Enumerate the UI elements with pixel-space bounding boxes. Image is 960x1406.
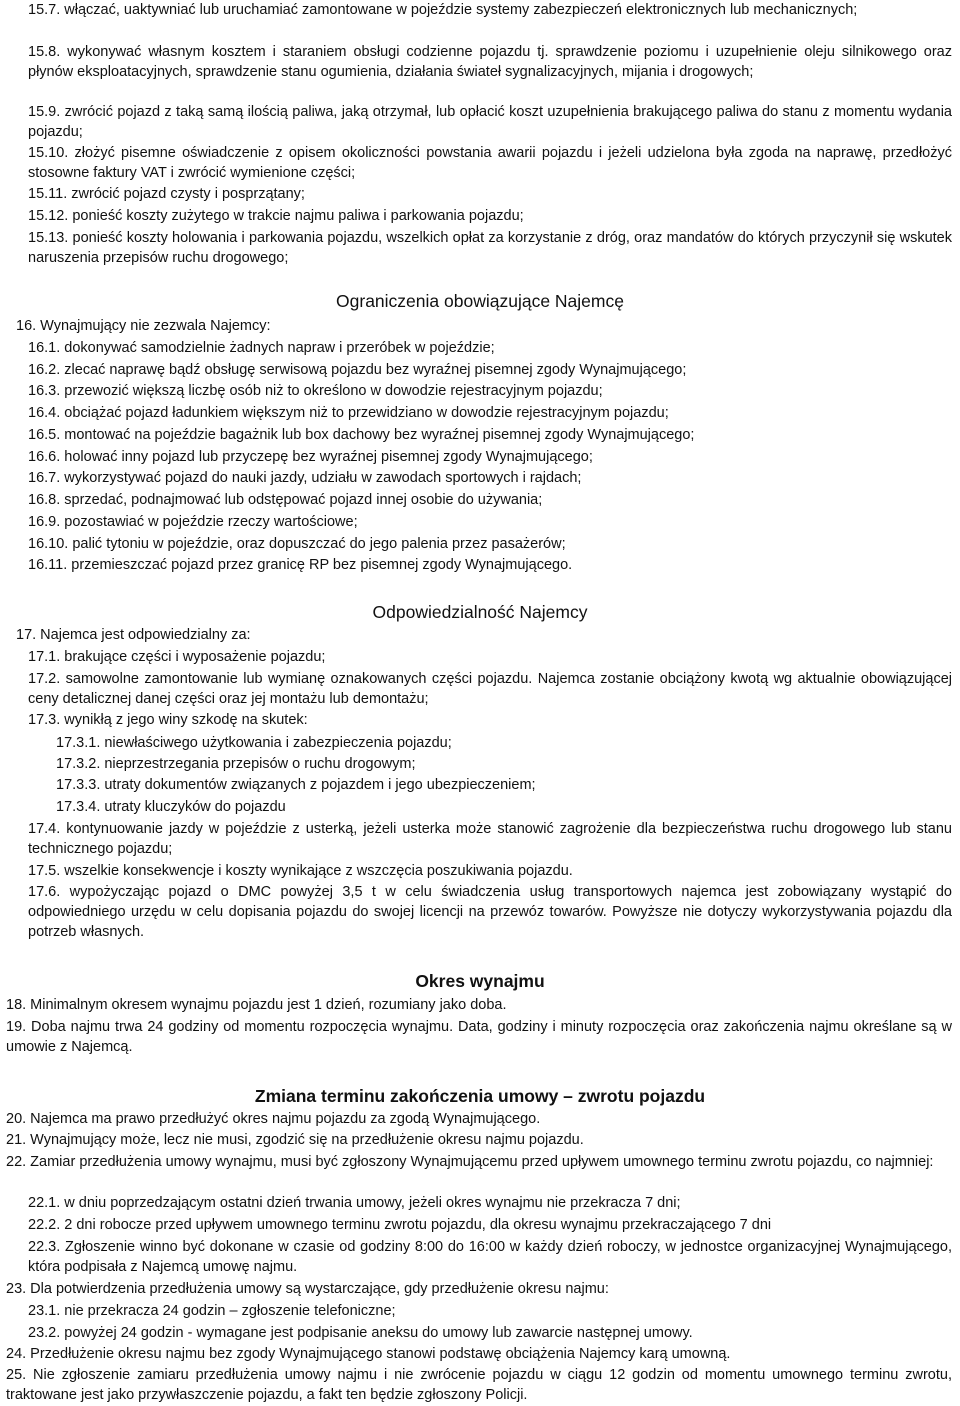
clause-20: 20. Najemca ma prawo przedłużyć okres najmu pojazdu za zgodą Wynajmującego.	[6, 1111, 541, 1127]
clause-16-1: 16.1. dokonywać samodzielnie żadnych napraw i przeróbek w pojeździe;	[28, 340, 495, 356]
clause-22-3: 22.3. Zgłoszenie winno być dokonane w czasie od godziny 8:00 do 16:00 w każdy dzień roboczy, w jednostce organizacyjnej Wynajmującego, która podpisała z Najemcą umowę najmu.	[28, 1239, 952, 1275]
clause-16-2: 16.2. zlecać naprawę bądź obsługę serwisową pojazdu bez wyraźnej pisemnej zgody Wynajmującego;	[28, 362, 687, 378]
section-heading-term-change: Zmiana terminu zakończenia umowy – zwrotu pojazdu	[254, 1086, 706, 1106]
clause-22-1: 22.1. w dniu poprzedzającym ostatni dzień trwania umowy, jeżeli okres wynajmu nie przekracza 7 dni;	[28, 1195, 681, 1211]
clause-16-7: 16.7. wykorzystywać pojazd do nauki jazdy, udziału w zawodach sportowych i rajdach;	[28, 470, 582, 486]
clause-15-11: 15.11. zwrócić pojazd czysty i posprzątany;	[28, 186, 305, 202]
clause-15-9: 15.9. zwrócić pojazd z taką samą ilością paliwa, jaką otrzymał, lub opłacić koszt uzupełnienia brakującego paliwa do stanu z momentu wydania pojazdu;	[28, 104, 952, 140]
clause-17-3-3: 17.3.3. utraty dokumentów związanych z pojazdem i jego ubezpieczeniem;	[56, 777, 536, 793]
clause-17-lead: 17. Najemca jest odpowiedzialny za:	[16, 627, 251, 643]
section-heading-rental-period: Okres wynajmu	[415, 971, 545, 991]
clause-16-lead: 16. Wynajmujący nie zezwala Najemcy:	[16, 318, 271, 334]
clause-21: 21. Wynajmujący może, lecz nie musi, zgodzić się na przedłużenie okresu najmu pojazdu.	[6, 1132, 584, 1148]
clause-22-2: 22.2. 2 dni robocze przed upływem umownego terminu zwrotu pojazdu, dla okresu wynajmu przekraczającego 7 dni	[28, 1217, 772, 1233]
clause-15-12: 15.12. ponieść koszty zużytego w trakcie najmu paliwa i parkowania pojazdu;	[28, 208, 524, 224]
clause-24: 24. Przedłużenie okresu najmu bez zgody Wynajmującego stanowi podstawę obciążenia Najemcy karą umowną.	[6, 1346, 731, 1362]
clause-17-3-4: 17.3.4. utraty kluczyków do pojazdu	[56, 799, 286, 815]
clause-25: 25. Nie zgłoszenie zamiaru przedłużenia umowy najmu i nie zwrócenie pojazdu w ciągu 12 godzin od momentu umownego terminu zwrotu, traktowane jest jako przywłaszczenie pojazdu, a fakt ten będzie zgłoszony Policji.	[6, 1367, 952, 1403]
clause-16-9: 16.9. pozostawiać w pojeździe rzeczy wartościowe;	[28, 514, 358, 530]
clause-16-5: 16.5. montować na pojeździe bagażnik lub box dachowy bez wyraźnej pisemnej zgody Wynajmującego;	[28, 427, 695, 443]
clause-17-3-2: 17.3.2. nieprzestrzegania przepisów o ruchu drogowym;	[56, 756, 416, 772]
clause-23-2: 23.2. powyżej 24 godzin - wymagane jest podpisanie aneksu do umowy lub zawarcie następnej umowy.	[28, 1325, 693, 1341]
clause-17-2: 17.2. samowolne zamontowanie lub wymianę oznakowanych części pojazdu. Najemca zostanie obciążony kwotą wg aktualnie obowiązującej ceny detalicznej danej części oraz jej montażu lub demontażu;	[28, 671, 952, 707]
clause-19: 19. Doba najmu trwa 24 godziny od momentu rozpoczęcia wynajmu. Data, godziny i minuty rozpoczęcia oraz zakończenia najmu określane są w umowie z Najemcą.	[6, 1019, 952, 1055]
section-heading-liability: Odpowiedzialność Najemcy	[372, 602, 588, 622]
clause-23-1: 23.1. nie przekracza 24 godzin – zgłoszenie telefoniczne;	[28, 1303, 396, 1319]
clause-16-3: 16.3. przewozić większą liczbę osób niż to określono w dowodzie rejestracyjnym pojazdu;	[28, 383, 603, 399]
clause-17-4: 17.4. kontynuowanie jazdy w pojeździe z usterką, jeżeli usterka może stanowić zagrożenie dla bezpieczeństwa ruchu drogowego lub stanu technicznego pojazdu;	[28, 821, 952, 857]
section-heading-restrictions: Ograniczenia obowiązujące Najemcę	[336, 291, 624, 311]
clause-23: 23. Dla potwierdzenia przedłużenia umowy są wystarczające, gdy przedłużenie okresu najmu:	[6, 1281, 609, 1297]
clause-16-4: 16.4. obciążać pojazd ładunkiem większym niż to przewidziano w dowodzie rejestracyjnym pojazdu;	[28, 405, 669, 421]
clause-17-1: 17.1. brakujące części i wyposażenie pojazdu;	[28, 649, 326, 665]
clause-17-3: 17.3. wynikłą z jego winy szkodę na skutek:	[28, 712, 308, 728]
clause-22: 22. Zamiar przedłużenia umowy wynajmu, musi być zgłoszony Wynajmującemu przed upływem umownego terminu zwrotu pojazdu, co najmniej:	[6, 1154, 934, 1170]
clause-15-13: 15.13. ponieść koszty holowania i parkowania pojazdu, wszelkich opłat za korzystanie z dróg, oraz mandatów do których przyczynił się wskutek naruszenia przepisów ruchu drogowego;	[28, 230, 952, 266]
clause-17-5: 17.5. wszelkie konsekwencje i koszty wynikające z wszczęcia poszukiwania pojazdu.	[28, 863, 573, 879]
clause-16-10: 16.10. palić tytoniu w pojeździe, oraz dopuszczać do jego palenia przez pasażerów;	[28, 536, 566, 552]
clause-16-6: 16.6. holować inny pojazd lub przyczepę bez wyraźnej pisemnej zgody Wynajmującego;	[28, 449, 593, 465]
clause-16-11: 16.11. przemieszczać pojazd przez granicę RP bez pisemnej zgody Wynajmującego.	[28, 557, 573, 573]
clause-15-7: 15.7. włączać, uaktywniać lub uruchamiać zamontowane w pojeździe systemy zabezpieczeń elektronicznych lub mechanicznych;	[28, 2, 858, 18]
clause-17-6: 17.6. wypożyczając pojazd o DMC powyżej 3,5 t w celu świadczenia usług transportowych najemca jest zobowiązany wystąpić do odpowiedniego urzędu w celu dopisania pojazdu do swojej licencji na przewóz towarów. Powyższe nie dotyczy wykorzystywania pojazdu dla potrzeb własnych.	[28, 884, 952, 940]
clause-15-10: 15.10. złożyć pisemne oświadczenie z opisem okoliczności powstania awarii pojazdu i jeżeli udzielona była zgoda na naprawę, przedłożyć stosowne faktury VAT i zwrócić wymienione części;	[28, 145, 952, 181]
clause-17-3-1: 17.3.1. niewłaściwego użytkowania i zabezpieczenia pojazdu;	[56, 735, 452, 751]
clause-18: 18. Minimalnym okresem wynajmu pojazdu jest 1 dzień, rozumiany jako doba.	[6, 997, 507, 1013]
clause-15-8: 15.8. wykonywać własnym kosztem i staraniem obsługi codzienne pojazdu tj. sprawdzenie poziomu i uzupełnienie oleju silnikowego oraz płynów eksploatacyjnych, sprawdzenie stanu ogumienia, działania świateł sygnalizacyjnych, mijania i drogowych;	[28, 44, 952, 80]
clause-16-8: 16.8. sprzedać, podnajmować lub odstępować pojazd innej osobie do używania;	[28, 492, 543, 508]
